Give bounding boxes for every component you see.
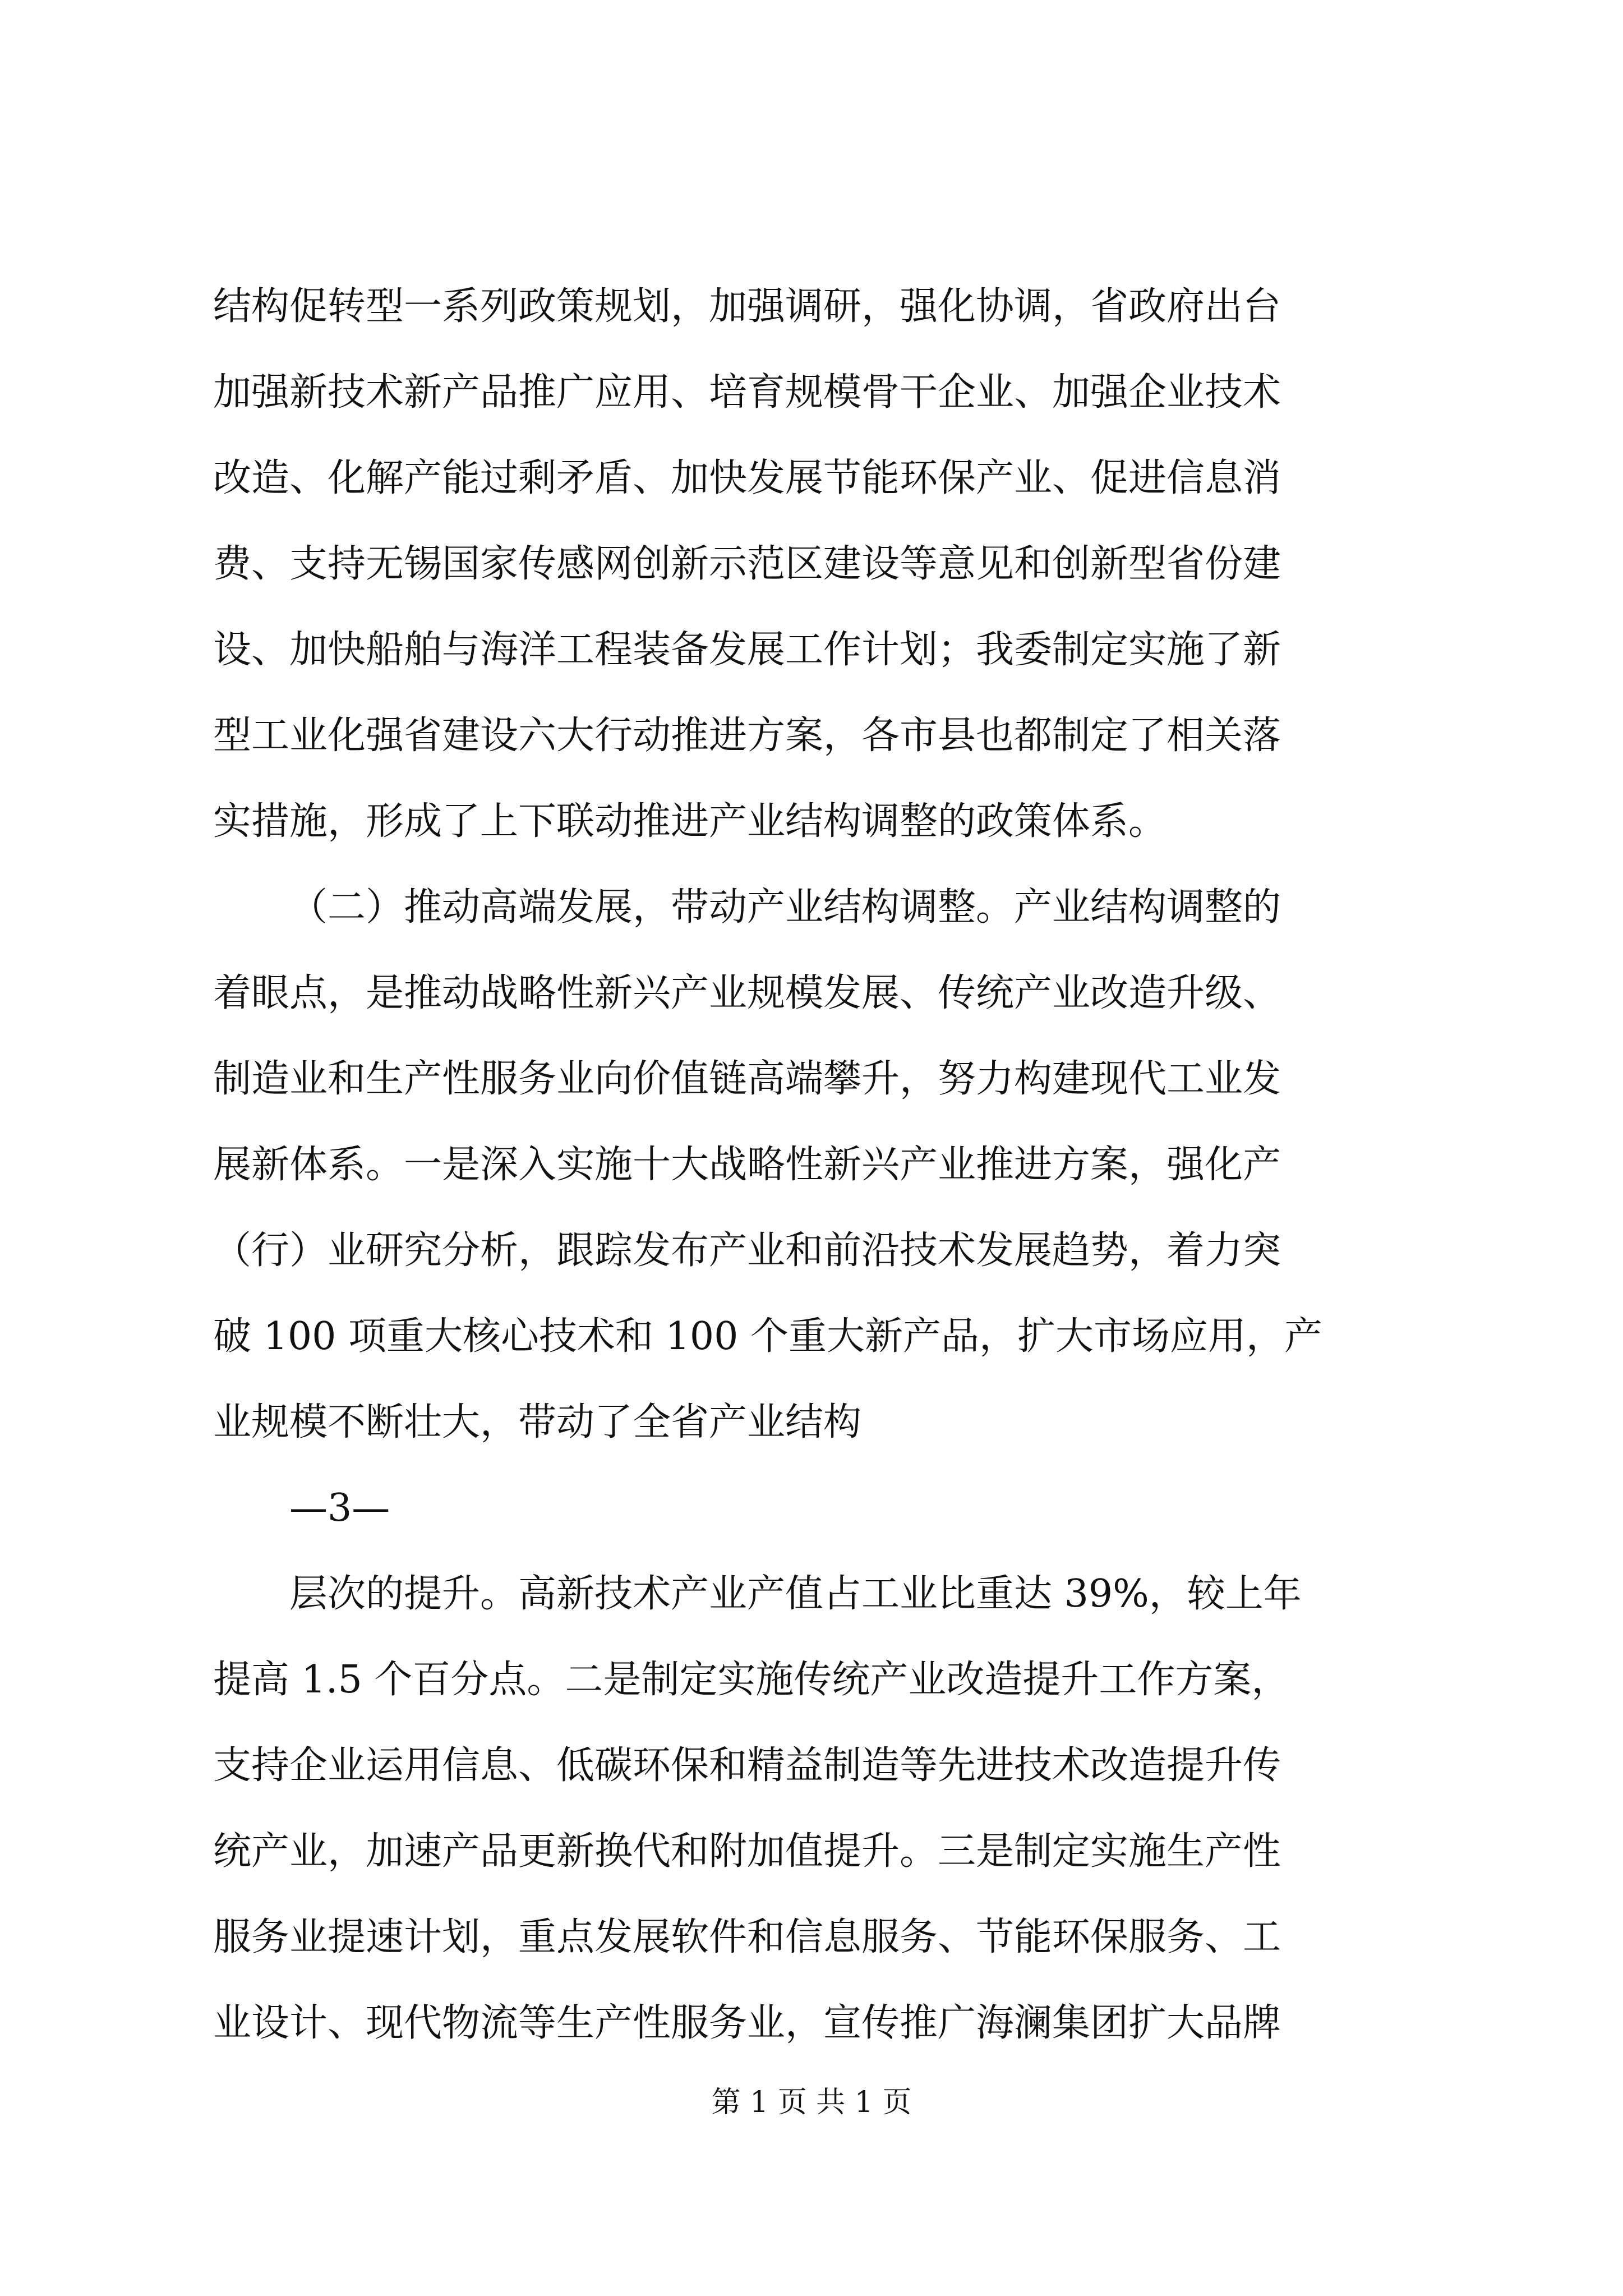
text-line: 加强新技术新产品推广应用、培育规模骨干企业、加强企业技术 xyxy=(213,370,1281,415)
text-line: 型工业化强省建设六大行动推进方案，各市县也都制定了相关落 xyxy=(213,714,1281,758)
text-line: 业规模不断壮大，带动了全省产业结构 xyxy=(213,1400,862,1444)
text-line: 展新体系。一是深入实施十大战略性新兴产业推进方案，强化产 xyxy=(213,1143,1281,1187)
text-line: 业设计、现代物流等生产性服务业，宣传推广海澜集团扩大品牌 xyxy=(213,2001,1281,2045)
text-line: 提高 1.5 个百分点。二是制定实施传统产业改造提升工作方案， xyxy=(213,1658,1290,1702)
text-line: 统产业，加速产品更新换代和附加值提升。三是制定实施生产性 xyxy=(213,1829,1281,1874)
text-line: 破 100 项重大核心技术和 100 个重大新产品，扩大市场应用，产 xyxy=(213,1314,1323,1359)
text-line: 层次的提升。高新技术产业产值占工业比重达 39%，较上年 xyxy=(289,1572,1302,1616)
text-line: 制造业和生产性服务业向价值链高端攀升，努力构建现代工业发 xyxy=(213,1057,1281,1101)
document-body xyxy=(213,264,1424,2066)
page-footer: 第 1 页 共 1 页 xyxy=(711,2086,912,2119)
text-line: （行）业研究分析，跟踪发布产业和前沿技术发展趋势，着力突 xyxy=(213,1228,1281,1273)
text-line: 服务业提速计划，重点发展软件和信息服务、节能环保服务、工 xyxy=(213,1915,1281,1959)
text-line: 实措施，形成了上下联动推进产业结构调整的政策体系。 xyxy=(213,799,1167,844)
text-line: 结构促转型一系列政策规划，加强调研，强化协调，省政府出台 xyxy=(213,284,1281,329)
text-line: 设、加快船舶与海洋工程装备发展工作计划；我委制定实施了新 xyxy=(213,628,1281,672)
text-line: 改造、化解产能过剩矛盾、加快发展节能环保产业、促进信息消 xyxy=(213,456,1281,500)
text-line: 费、支持无锡国家传感网创新示范区建设等意见和创新型省份建 xyxy=(213,542,1281,586)
text-line: （二）推动高端发展，带动产业结构调整。产业结构调整的 xyxy=(289,885,1281,930)
page-number-marker: —3— xyxy=(289,1486,390,1530)
text-line: 着眼点，是推动战略性新兴产业规模发展、传统产业改造升级、 xyxy=(213,971,1281,1015)
text-line: 支持企业运用信息、低碳环保和精益制造等先进技术改造提升传 xyxy=(213,1743,1281,1788)
